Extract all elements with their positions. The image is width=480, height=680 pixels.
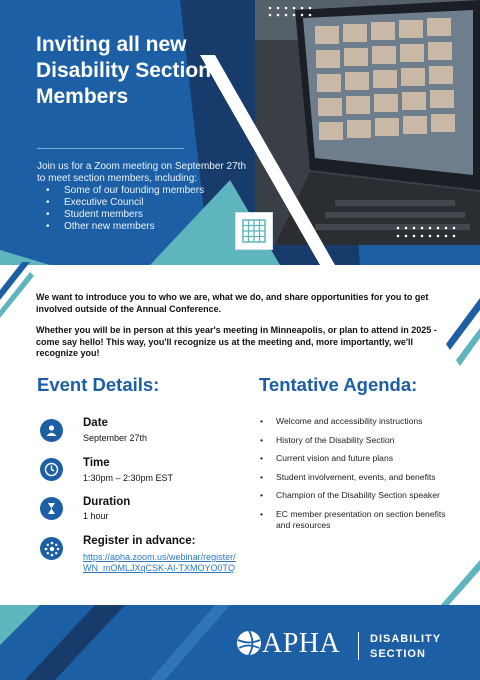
agenda-item: • History of the Disability Section xyxy=(259,435,454,446)
network-icon xyxy=(40,537,63,560)
hourglass-icon xyxy=(40,497,63,520)
register-label: Register in advance: xyxy=(83,535,196,547)
invitation-paragraph: Whether you will be in person at this year's meeting in Minneapolis, or plan to attend in 2025 - come say hello! This way, you'll recognize us at the meeting and, more importantly, we'll recognize you! xyxy=(36,325,437,358)
calendar-person-icon xyxy=(40,419,63,442)
date-label: Date xyxy=(83,417,108,429)
time-label: Time xyxy=(83,457,110,469)
agenda-item: • Welcome and accessibility instructions xyxy=(259,416,454,427)
event-details-heading: Event Details: xyxy=(37,374,160,395)
section-name-line-1: DISABILITY xyxy=(370,633,442,645)
agenda-item: • Champion of the Disability Section speaker xyxy=(259,490,454,501)
right-stripe-decoration xyxy=(446,298,480,388)
date-value: September 27th xyxy=(83,433,148,443)
agenda-heading: Tentative Agenda: xyxy=(259,374,418,395)
grid-icon xyxy=(236,213,272,249)
footer-divider xyxy=(358,632,359,660)
clock-icon xyxy=(40,458,63,481)
register-link[interactable]: https://apha.zoom.us/webinar/register/WN_mOMLJXqCSK-AI-TXMOYO0TQ xyxy=(83,552,236,573)
left-stripe-decoration xyxy=(0,262,40,322)
intro-paragraph: We want to introduce you to who we are, what we do, and share opportunities for you to get involved outside of the Annual Conference. xyxy=(36,292,429,314)
agenda-item: • Current vision and future plans xyxy=(259,453,454,464)
intro-list xyxy=(46,185,204,233)
intro-item: • Student members xyxy=(46,209,204,221)
title-divider xyxy=(37,148,184,149)
page-title: Inviting all new Disability Section Members xyxy=(36,33,212,108)
duration-value: 1 hour xyxy=(83,511,109,521)
agenda-item: • Student involvement, events, and benefits xyxy=(259,472,454,483)
intro-item: • Other new members xyxy=(46,221,204,233)
right-lower-stripe xyxy=(440,560,480,606)
intro-item: • Some of our founding members xyxy=(46,185,204,197)
intro-text: Join us for a Zoom meeting on September 27th to meet section members, including: xyxy=(37,161,247,184)
section-name-line-2: SECTION xyxy=(370,648,426,660)
intro-item: • Executive Council xyxy=(46,197,204,209)
agenda-item: • EC member presentation on section benefits and resources xyxy=(259,509,454,531)
duration-label: Duration xyxy=(83,496,131,508)
apha-globe-logo xyxy=(236,630,262,656)
time-value: 1:30pm – 2:30pm EST xyxy=(83,473,174,483)
header-banner xyxy=(0,0,480,265)
agenda-list xyxy=(259,416,454,538)
apha-wordmark: APHA xyxy=(262,628,341,659)
